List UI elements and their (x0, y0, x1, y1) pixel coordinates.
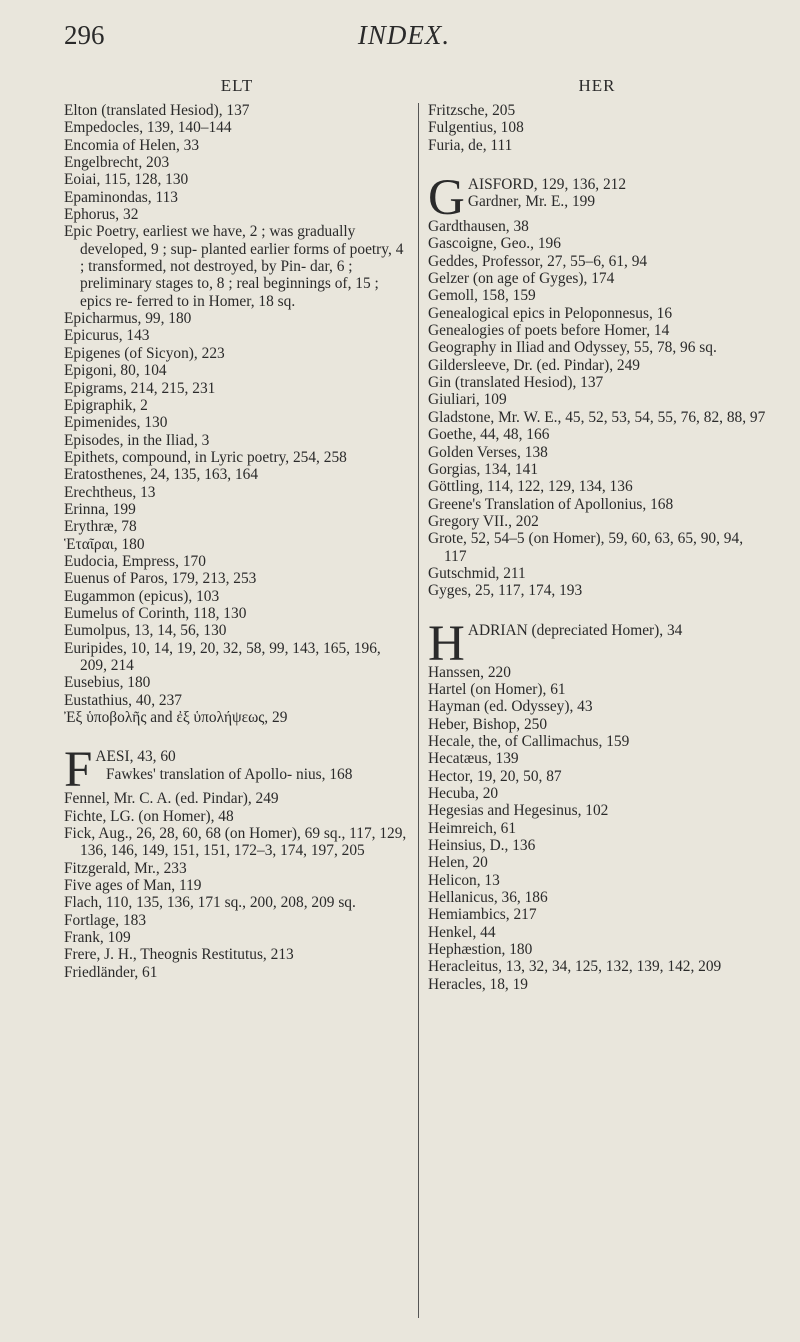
column-heading-right: HER (578, 76, 616, 95)
index-entry: Epaminondas, 113 (64, 188, 178, 206)
e-entries (64, 102, 410, 726)
index-entry: Frere, J. H., Theognis Restitutus, 213 (64, 946, 294, 964)
index-entry: Gardthausen, 38 (428, 218, 529, 236)
index-entry: Epigoni, 80, 104 (64, 362, 167, 380)
index-entry: Fick, Aug., 26, 28, 60, 68 (on Homer), 69 sq., 117, 129, 136, 146, 149, 151, 151, 172–3, 174, 197, 205 (64, 825, 407, 860)
index-entry: Eugammon (epicus), 103 (64, 587, 220, 605)
index-entry: Golden Verses, 138 (428, 443, 548, 461)
index-entry: Eusebius, 180 (64, 674, 151, 692)
index-entry: Gelzer (on age of Gyges), 174 (428, 270, 615, 288)
index-entry: Fichte, LG. (on Homer), 48 (64, 807, 234, 825)
f-continued-entries (428, 102, 766, 154)
page-header (64, 20, 744, 60)
index-entry: Gildersleeve, Dr. (ed. Pindar), 249 (428, 356, 640, 374)
index-entry: Helicon, 13 (428, 871, 500, 889)
index-entry: Hellanicus, 36, 186 (428, 889, 548, 907)
index-entry: Gin (translated Hesiod), 137 (428, 374, 604, 392)
index-entry: Heber, Bishop, 250 (428, 715, 548, 733)
index-entry: Gyges, 25, 117, 174, 193 (428, 582, 583, 600)
index-entry: Hanssen, 220 (428, 663, 511, 681)
index-entry: Epicharmus, 99, 180 (64, 310, 192, 328)
index-entry: Helen, 20 (428, 854, 488, 872)
section-lead-g-text: AISFORD, 129, 136, 212 (467, 176, 627, 194)
index-entry: Gregory VII., 202 (428, 512, 539, 530)
index-entry: Euenus of Paros, 179, 213, 253 (64, 570, 257, 588)
index-entry: Grote, 52, 54–5 (on Homer), 59, 60, 63, 65, 90, 94, 117 (428, 530, 744, 565)
index-entry: Friedländer, 61 (64, 963, 158, 981)
index-entry: Epimenides, 130 (64, 414, 168, 432)
index-entry: Gascoigne, Geo., 196 (428, 235, 561, 253)
dropcap-f: F (64, 742, 93, 799)
index-entry: Hecatæus, 139 (428, 750, 519, 768)
index-entry: Fennel, Mr. C. A. (ed. Pindar), 249 (64, 790, 279, 808)
index-entry: Epithets, compound, in Lyric poetry, 254, 258 (64, 448, 347, 466)
index-entry: Eratosthenes, 24, 135, 163, 164 (64, 466, 259, 484)
index-entry: Hector, 19, 20, 50, 87 (428, 767, 562, 785)
index-entry: Heracles, 18, 19 (428, 975, 529, 993)
section-lead-h-text: ADRIAN (depreciated Homer), 34 (467, 621, 683, 639)
index-entry: Fitzgerald, Mr., 233 (64, 859, 187, 877)
index-entry: Empedocles, 139, 140–144 (64, 119, 232, 137)
index-entry: Eustathius, 40, 237 (64, 691, 182, 709)
running-title: INDEX. (357, 20, 451, 50)
index-entry: Epigenes (of Sicyon), 223 (64, 344, 225, 362)
index-entry: Genealogical epics in Peloponnesus, 16 (428, 304, 673, 322)
index-entry: Fulgentius, 108 (428, 119, 524, 137)
index-entry: Fritzsche, 205 (428, 102, 516, 119)
section-lead-g-sub: Gardner, Mr. E., 199 (467, 193, 596, 211)
index-entry: Heimreich, 61 (428, 819, 517, 837)
column-divider (418, 103, 419, 1318)
index-entry: Erythræ, 78 (64, 518, 137, 536)
index-entry: Epic Poetry, earliest we have, 2 ; was gradually developed, 9 ; sup- planted earlier forms of poetry, 4 ; transformed, not destroyed, by Pin- dar, 6 ; preliminary stages to, 8 ; real beginnings of, 15 ; epics re- ferred to in Homer, 18 sq. (64, 223, 404, 310)
index-entry: Geddes, Professor, 27, 55–6, 61, 94 (428, 252, 648, 270)
index-entry: Hecuba, 20 (428, 785, 499, 802)
index-entry: Epigraphik, 2 (64, 396, 148, 414)
dropcap-h: H (428, 615, 465, 672)
index-entry: Engelbrecht, 203 (64, 154, 170, 172)
index-entry: Göttling, 114, 122, 129, 134, 136 (428, 478, 633, 496)
index-entry: Geography in Iliad and Odyssey, 55, 78, 96 sq. (428, 339, 717, 357)
index-entry: Greene's Translation of Apollonius, 168 (428, 495, 674, 513)
index-entry: Encomia of Helen, 33 (64, 136, 200, 154)
index-entry: Erechtheus, 13 (64, 483, 156, 501)
g-entries (428, 170, 766, 600)
index-entry: Eudocia, Empress, 170 (64, 552, 206, 570)
index-entry: Hemiambics, 217 (428, 906, 537, 924)
index-column-left (64, 102, 410, 981)
column-heading-left: ELT (220, 76, 254, 95)
f-entries (64, 742, 410, 981)
index-entry: Giuliari, 109 (428, 391, 507, 409)
index-entry: Epicurus, 143 (64, 327, 150, 345)
index-entry: Flach, 110, 135, 136, 171 sq., 200, 208, 209 sq. (64, 894, 356, 912)
index-entry: Frank, 109 (64, 929, 131, 947)
index-entry: Hegesias and Hegesinus, 102 (428, 802, 609, 820)
index-entry: Elton (translated Hesiod), 137 (64, 102, 250, 119)
index-entry: Heracleitus, 13, 32, 34, 125, 132, 139, 142, 209 (428, 958, 722, 976)
index-entry: Hephæstion, 180 (428, 941, 533, 959)
index-entry: Eumelus of Corinth, 118, 130 (64, 604, 247, 622)
index-entry: Gutschmid, 211 (428, 564, 526, 582)
index-entry: Genealogies of poets before Homer, 14 (428, 322, 670, 340)
index-entry: Euripides, 10, 14, 19, 20, 32, 58, 99, 143, 165, 196, 209, 214 (64, 639, 381, 674)
index-entry: Furia, de, 111 (428, 136, 513, 154)
index-entry: Fortlage, 183 (64, 911, 147, 929)
dropcap-g: G (428, 170, 465, 227)
index-entry: Eoiai, 115, 128, 130 (64, 171, 189, 189)
index-entry: Erinna, 199 (64, 500, 136, 518)
section-lead-f-sub: Fawkes' translation of Apollo- nius, 168 (106, 765, 353, 783)
index-entry: Ἑταῖραι, 180 (64, 535, 145, 553)
index-column-right (428, 102, 766, 993)
index-entry: Ephorus, 32 (64, 206, 139, 224)
index-entry: Goethe, 44, 48, 166 (428, 426, 550, 444)
index-entry: Hartel (on Homer), 61 (428, 680, 566, 698)
index-entry: Hayman (ed. Odyssey), 43 (428, 698, 593, 716)
index-entry: Gladstone, Mr. W. E., 45, 52, 53, 54, 55, 76, 82, 88, 97 (428, 408, 766, 426)
index-entry: Ἐξ ὑποβολῆς and ἐξ ὑπολήψεως, 29 (64, 709, 288, 727)
index-entry: Epigrams, 214, 215, 231 (64, 379, 216, 397)
section-lead-f-text: AESI, 43, 60 (95, 748, 176, 766)
index-entry: Episodes, in the Iliad, 3 (64, 431, 210, 449)
index-entry: Henkel, 44 (428, 923, 496, 941)
h-entries (428, 615, 766, 994)
index-entry: Hecale, the, of Callimachus, 159 (428, 732, 630, 750)
index-entry: Gorgias, 134, 141 (428, 460, 539, 478)
page-number: 296 (64, 20, 105, 50)
index-entry: Heinsius, D., 136 (428, 837, 536, 855)
index-entry: Five ages of Man, 119 (64, 877, 202, 895)
index-entry: Gemoll, 158, 159 (428, 287, 536, 305)
index-entry: Eumolpus, 13, 14, 56, 130 (64, 622, 227, 640)
